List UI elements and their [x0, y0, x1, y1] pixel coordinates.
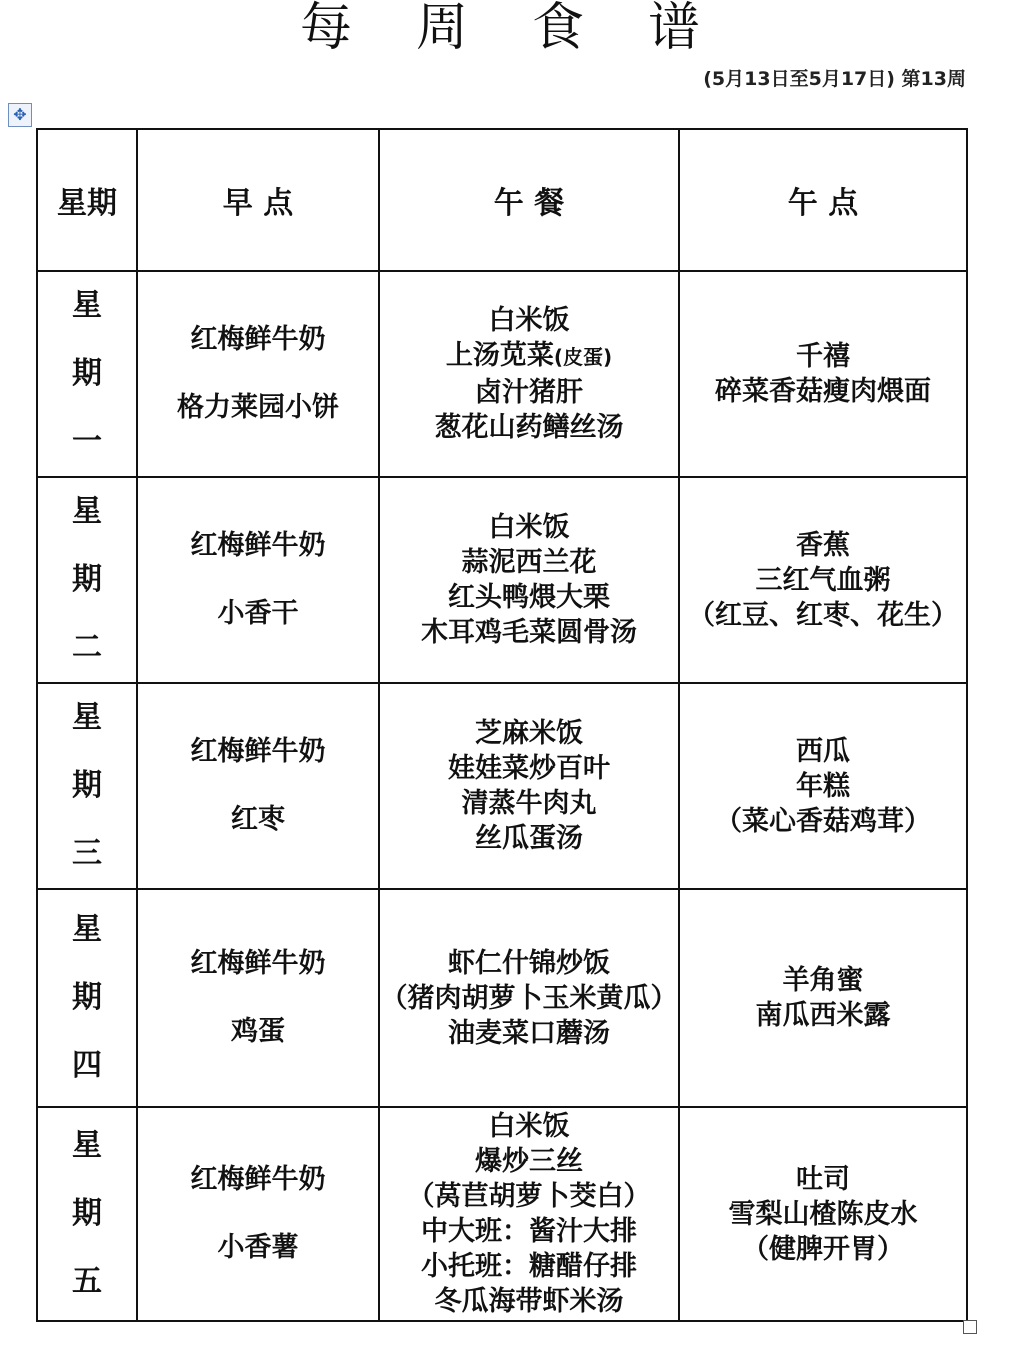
snack-cell: 吐司 雪梨山楂陈皮水 （健脾开胃） [679, 1107, 967, 1321]
header-breakfast: 早 点 [137, 129, 379, 271]
snack-cell: 西瓜 年糕 （菜心香菇鸡茸） [679, 683, 967, 889]
header-row [37, 129, 967, 271]
weekday-cell-thursday: 星 期 四 [37, 889, 137, 1107]
weekday-cell-friday: 星 期 五 [37, 1107, 137, 1321]
breakfast-cell: 红梅鲜牛奶 鸡蛋 [137, 889, 379, 1107]
table-row [37, 889, 967, 1107]
weekday-cell-tuesday: 星 期 二 [37, 477, 137, 683]
weekday-cell-wednesday: 星 期 三 [37, 683, 137, 889]
breakfast-cell: 红梅鲜牛奶 红枣 [137, 683, 379, 889]
table-row [37, 477, 967, 683]
weekly-menu-table [36, 128, 968, 1322]
header-afternoon-snack: 午 点 [679, 129, 967, 271]
weekday-cell-monday: 星 期 一 [37, 271, 137, 477]
snack-cell: 千禧 碎菜香菇瘦肉煨面 [679, 271, 967, 477]
header-weekday: 星期 [37, 129, 137, 271]
snack-cell: 香蕉 三红气血粥 （红豆、红枣、花生） [679, 477, 967, 683]
lunch-cell: 白米饭 上汤苋菜(皮蛋) 卤汁猪肝 葱花山药鳝丝汤 [379, 271, 679, 477]
table-row [37, 271, 967, 477]
snack-cell: 羊角蜜 南瓜西米露 [679, 889, 967, 1107]
breakfast-cell: 红梅鲜牛奶 小香干 [137, 477, 379, 683]
table-row [37, 683, 967, 889]
lunch-cell: 白米饭 蒜泥西兰花 红头鸭煨大栗 木耳鸡毛菜圆骨汤 [379, 477, 679, 683]
lunch-cell: 白米饭 爆炒三丝 （莴苣胡萝卜茭白） 中大班：酱汁大排 小托班：糖醋仔排 冬瓜海带虾米汤 [379, 1107, 679, 1321]
table-row [37, 1107, 967, 1321]
table-resize-handle[interactable] [963, 1320, 977, 1334]
lunch-cell: 虾仁什锦炒饭 （猪肉胡萝卜玉米黄瓜） 油麦菜口蘑汤 [379, 889, 679, 1107]
table-move-handle-icon[interactable]: ✥ [8, 103, 32, 127]
breakfast-cell: 红梅鲜牛奶 小香薯 [137, 1107, 379, 1321]
page-title: 每周食谱 [299, 0, 764, 58]
breakfast-cell: 红梅鲜牛奶 格力莱园小饼 [137, 271, 379, 477]
lunch-cell: 芝麻米饭 娃娃菜炒百叶 清蒸牛肉丸 丝瓜蛋汤 [379, 683, 679, 889]
header-lunch: 午 餐 [379, 129, 679, 271]
week-range-subtitle: (5月13日至5月17日) 第13周 [703, 68, 966, 90]
